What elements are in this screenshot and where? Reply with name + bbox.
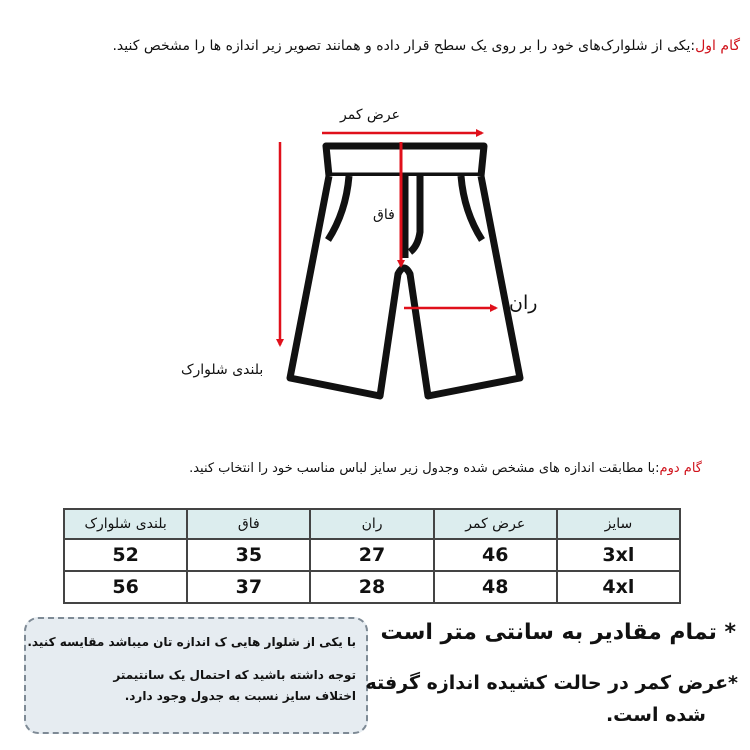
cell-length: 52	[64, 539, 187, 571]
cell-waist: 46	[434, 539, 557, 571]
cell-waist: 48	[434, 571, 557, 603]
note-units: * تمام مقادیر به سانتی متر است	[380, 620, 736, 645]
cell-size: 4xl	[557, 571, 680, 603]
step2-text: :با مطابقت اندازه های مشخص شده وجدول زیر سایز لباس مناسب خود را انتخاب کنید.	[189, 461, 660, 476]
step2-label: گام دوم	[659, 461, 702, 476]
table-row	[64, 571, 680, 603]
note-compare: با یکی از شلوار هایی ک اندازه تان میباشد مقایسه کنید.	[27, 635, 356, 649]
thigh-label: ران	[509, 292, 538, 314]
cell-thigh: 28	[310, 571, 433, 603]
note-tolerance-line2: اختلاف سایز نسبت به جدول وجود دارد.	[124, 689, 356, 703]
length-label: بلندی شلوارک	[181, 362, 264, 378]
cell-rise: 35	[187, 539, 310, 571]
header-thigh: ران	[310, 509, 433, 539]
rise-label: فاق	[373, 207, 395, 223]
note-waist-stretched-end: شده است.	[605, 704, 706, 726]
step2-instruction	[189, 461, 702, 476]
note-waist-stretched: *عرض کمر در حالت کشیده اندازه گرفته	[365, 672, 738, 694]
header-waist: عرض کمر	[434, 509, 557, 539]
cell-rise: 37	[187, 571, 310, 603]
table-header-row	[64, 509, 680, 539]
step1-label: گام اول	[695, 38, 740, 54]
note-tolerance-line1: توجه داشته باشید که احتمال یک سانتیمتر	[113, 668, 356, 682]
cell-size: 3xl	[557, 539, 680, 571]
cell-length: 56	[64, 571, 187, 603]
header-length: بلندی شلوارک	[64, 509, 187, 539]
cell-thigh: 27	[310, 539, 433, 571]
waist-label: عرض کمر	[340, 107, 400, 123]
header-size: سایز	[557, 509, 680, 539]
header-rise: فاق	[187, 509, 310, 539]
size-table	[63, 508, 681, 604]
step1-text: :یکی از شلوارک‌های خود را بر روی یک سطح قرار داده و همانند تصویر زیر اندازه ها را مشخص کنید.	[112, 38, 696, 54]
table-row	[64, 539, 680, 571]
shorts-outline	[290, 146, 520, 396]
